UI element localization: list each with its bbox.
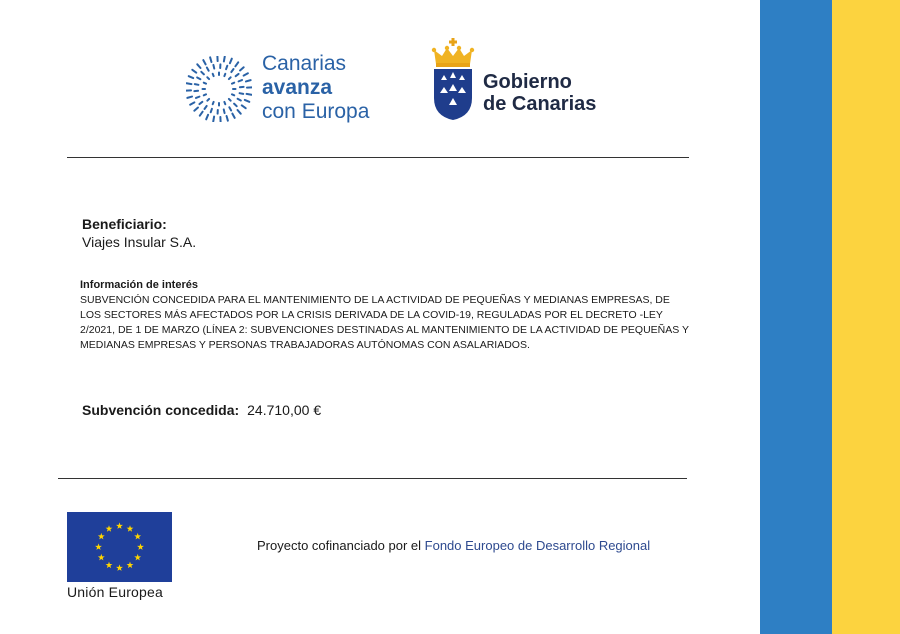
logo-dot xyxy=(207,99,209,101)
logo-dot xyxy=(195,84,199,85)
beneficiary-label: Beneficiario: xyxy=(82,216,167,232)
logo-dot xyxy=(196,97,199,98)
logo-dot xyxy=(224,109,225,113)
logo-dot xyxy=(246,80,251,81)
logo-dot xyxy=(213,102,214,104)
logo-dot xyxy=(206,115,208,120)
logo-dot xyxy=(238,110,241,114)
logo-dot xyxy=(211,109,212,112)
logo-line-de-canarias: de Canarias xyxy=(483,93,597,115)
logo-dot xyxy=(207,67,209,70)
grant-label: Subvención concedida: xyxy=(82,402,240,418)
grant-value: 24.710,00 € xyxy=(247,402,322,418)
yellow-side-stripe xyxy=(832,0,900,634)
logo-dot xyxy=(189,76,194,78)
logo-dot xyxy=(224,74,225,76)
eu-star xyxy=(116,522,123,529)
logo-dot xyxy=(190,102,194,104)
logo-dot xyxy=(201,72,204,75)
logo-dot xyxy=(213,65,214,69)
eu-star xyxy=(134,554,141,561)
logo-dot xyxy=(232,94,234,95)
logo-dot xyxy=(235,62,238,66)
eu-star xyxy=(116,564,123,571)
logo-dot xyxy=(213,117,214,122)
logo-dot xyxy=(231,69,233,72)
eu-star xyxy=(134,533,141,540)
logo-dot xyxy=(204,83,206,84)
logo-dot xyxy=(224,102,225,104)
logo-dot xyxy=(199,102,202,104)
logo-dot xyxy=(232,114,234,118)
eu-label: Unión Europea xyxy=(67,584,163,600)
logo-dot xyxy=(226,66,227,69)
eu-star xyxy=(137,543,144,550)
gobierno-canarias-logo xyxy=(430,38,620,122)
logo-dot xyxy=(197,64,200,68)
logo-line-gobierno: Gobierno xyxy=(483,71,572,93)
logo-dot xyxy=(194,108,198,111)
logo-line-con-europa: con Europa xyxy=(262,100,370,123)
logo-dot xyxy=(236,74,239,76)
logo-dot xyxy=(244,73,248,75)
logo-dot xyxy=(200,112,203,116)
logo-dot xyxy=(245,100,250,102)
logo-dot xyxy=(187,97,192,98)
logo-dot xyxy=(207,77,209,79)
eu-star xyxy=(106,562,113,569)
logo-dot xyxy=(242,105,246,108)
logo-dot xyxy=(229,77,231,79)
beneficiary-value: Viajes Insular S.A. xyxy=(82,234,197,250)
logo-dot xyxy=(239,80,242,81)
eu-star xyxy=(98,554,105,561)
information-label: Información de interés xyxy=(80,279,198,291)
blue-side-stripe xyxy=(760,0,832,634)
logo-dot xyxy=(210,57,211,62)
information-text: SUBVENCIÓN CONCEDIDA PARA EL MANTENIMIENTO DE LA ACTIVIDAD DE PEQUEÑAS Y MEDIANAS EMPRESAS, DE LOS SECTORES MÁS AFECTADOS POR LA CRISIS DERIVADA DE LA COVID-19, REGULADAS POR EL DECRETO -LEY 2/2021, DE 1 DE MARZO (LÍNEA 2: SUBVENCIONES DESTINADAS AL MANTENIMIENTO DE LA ACTIVIDAD DE PEQUEÑAS Y MEDIANAS EMPRESAS Y PERSONAS TRABAJADORAS AUTÓNOMAS CON ASALARIADOS. xyxy=(80,294,689,351)
logo-dot xyxy=(240,93,244,94)
eu-star xyxy=(127,525,134,532)
logo-dot xyxy=(204,94,206,95)
canarias-avanza-logo xyxy=(186,50,386,130)
logo-dot xyxy=(232,83,234,84)
logo-dot xyxy=(197,77,200,79)
logo-dot xyxy=(230,59,232,64)
logo-dot xyxy=(203,60,205,64)
grant-amount xyxy=(82,402,321,418)
coat-of-arms-icon xyxy=(430,38,476,122)
eu-star xyxy=(98,533,105,540)
logo-dot xyxy=(187,83,192,84)
logo-dot xyxy=(229,99,231,101)
eu-star xyxy=(95,543,102,550)
logo-dot xyxy=(240,67,244,70)
logo-dot xyxy=(234,104,237,107)
logo-dot xyxy=(229,107,231,110)
eu-star xyxy=(127,562,134,569)
logo-dot xyxy=(213,74,214,76)
cofinance-fund: Fondo Europeo de Desarrollo Regional xyxy=(424,538,651,553)
dotted-circle-icon xyxy=(186,56,252,122)
top-divider xyxy=(67,157,689,158)
logo-dot xyxy=(227,116,228,121)
logo-line-avanza: avanza xyxy=(262,76,333,99)
logo-line-canarias: Canarias xyxy=(262,52,347,75)
logo-dot xyxy=(224,57,225,62)
logo-dot xyxy=(204,106,206,109)
eu-flag-icon xyxy=(67,512,172,582)
logo-dot xyxy=(247,94,252,95)
bottom-divider xyxy=(58,478,687,479)
logo-dot xyxy=(238,99,241,101)
cofinance-note xyxy=(257,538,650,553)
cofinance-prefix: Proyecto cofinanciado por el xyxy=(257,538,425,553)
eu-star xyxy=(106,525,113,532)
logo-dot xyxy=(192,70,196,73)
